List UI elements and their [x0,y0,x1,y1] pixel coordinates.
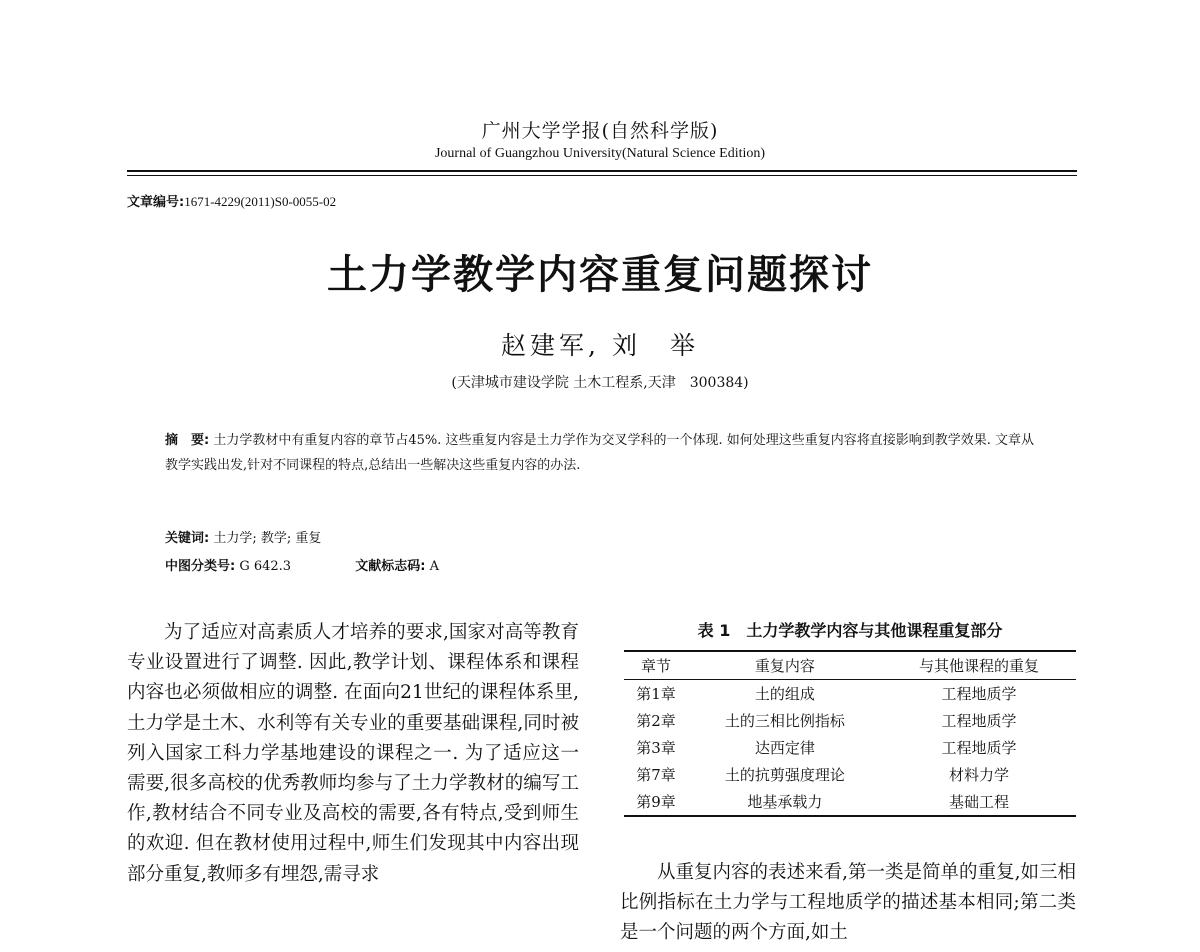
table-cell: 工程地质学 [941,685,1017,703]
classification-label: 中图分类号: [165,559,236,574]
table-header-cell: 与其他课程的重复 [918,657,1039,675]
table-header-row [624,651,1076,680]
classification [165,554,1045,579]
table-cell: 第7章 [636,766,676,784]
keywords-label: 关键词: [165,531,210,546]
table-header-cell: 章节 [640,657,671,675]
doc-code-value: A [429,559,439,574]
abstract-label: 摘 要: [165,433,210,448]
table-cell: 工程地质学 [941,739,1017,757]
table-caption: 表 1 土力学教学内容与其他课程重复部分 [697,621,1003,640]
table-cell: 第9章 [636,793,676,811]
doc-code-label: 文献标志码: [355,559,426,574]
journal-title-en: Journal of Guangzhou University(Natural Science Edition) [434,146,766,161]
table-row [624,680,1076,708]
keywords-text: 土力学; 教学; 重复 [213,531,322,546]
table-cell: 土的三相比例指标 [724,712,845,730]
overlap-table [624,650,1076,817]
table-cell: 工程地质学 [941,712,1017,730]
classification-value: G 642.3 [239,559,292,574]
table-cell: 地基承载力 [747,793,823,811]
authors: 赵建军, 刘 举 [501,331,699,360]
header-rule-thick [127,170,1077,172]
body-text-left: 为了适应对高素质人才培养的要求,国家对高等教育专业设置进行了调整. 因此,教学计划、课程体系和课程内容也必须做相应的调整. 在面向21世纪的课程体系里,土力学是土木、水利等有关专业的重要基础课程,同时被列入国家工科力学基地建设的课程之一. 为了适应这一需要,很多高校的优秀教师均参与了土力学教材的编写工作,教材结合不同专业及高校的需要,各有特点,受到师生的欢迎. 但在教材使用过程中,师生们发现其中内容出现部分重复,教师多有埋怨,需寻求 [127,622,579,885]
table-cell: 达西定律 [754,739,815,757]
table-row [624,788,1076,816]
header-rule-thin [127,175,1077,176]
table-cell: 材料力学 [948,766,1009,784]
table-cell: 第2章 [636,712,676,730]
journal-title-cn: 广州大学学报(自然科学版) [481,120,719,142]
article-number-value: 1671-4229(2011)S0-0055-02 [184,194,337,209]
table-cell: 第1章 [636,685,676,703]
affiliation: (天津城市建设学院 土木工程系,天津 300384) [451,375,749,391]
keywords [165,526,1045,551]
table-cell: 第3章 [636,739,676,757]
table-row [624,707,1076,734]
table-cell: 土的抗剪强度理论 [724,766,845,784]
table-header-cell: 重复内容 [754,657,815,675]
abstract [165,428,1045,478]
table-cell: 土的组成 [754,685,815,703]
article-number-label: 文章编号: [127,195,185,210]
table-row [624,761,1076,788]
article-number [127,191,336,210]
abstract-text: 土力学教材中有重复内容的章节占45%. 这些重复内容是土力学作为交叉学科的一个体现. 如何处理这些重复内容将直接影响到教学效果. 文章从教学实践出发,针对不同课程的特点,总结出一些解决这些重复内容的办法. [165,433,1035,473]
table-cell: 基础工程 [948,793,1009,811]
table-row [624,734,1076,761]
body-text-right: 从重复内容的表述来看,第一类是简单的重复,如三相比例指标在土力学与工程地质学的描述基本相同;第二类是一个问题的两个方面,如土 [620,862,1076,944]
paper-title: 土力学教学内容重复问题探讨 [327,251,873,298]
